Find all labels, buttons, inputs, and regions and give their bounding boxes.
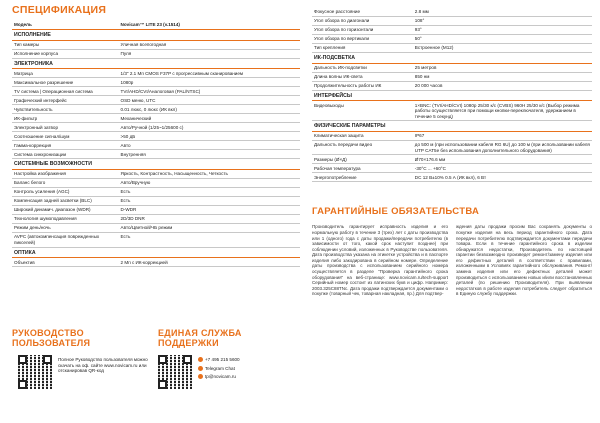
table-row [312, 44, 592, 53]
phone[interactable]: +7 495 215 5600 [205, 357, 240, 362]
section-header [12, 247, 300, 258]
spec-value: TVI/AHD/CVI/Аналоговая (PAL/NTSC) [119, 87, 300, 96]
table-row [12, 87, 300, 96]
spec-value: Внутренняя [119, 150, 300, 159]
table-row [12, 114, 300, 123]
email[interactable]: tp@novicam.ru [205, 374, 236, 380]
table-row [12, 123, 300, 132]
spec-value: D-WDR [119, 206, 300, 215]
spec-key: Длина волны ИК-света [312, 72, 413, 81]
email-icon [198, 374, 203, 379]
model-value: Novicam™ LITE 23 (v.1514) [119, 21, 300, 30]
spec-key: Контроль усиления (AGC) [12, 188, 119, 197]
spec-key: Климатическая защита [312, 131, 413, 140]
spec-column-left [12, 4, 300, 267]
spec-value: Есть [119, 233, 300, 247]
table-header-row [12, 21, 300, 30]
user-guide-block [12, 328, 152, 393]
table-row [12, 206, 300, 215]
spec-key: Дальность ИК-подсветки [312, 63, 413, 72]
spec-value: 1/3" 2.1 Мп CMOS F37P с прогрессивным сканированием [119, 69, 300, 78]
email-line [198, 374, 288, 380]
table-row [12, 215, 300, 224]
support-block [158, 328, 298, 393]
spec-key: Система синхронизации [12, 150, 119, 159]
table-row [12, 132, 300, 141]
spec-key: Максимальное разрешение [12, 78, 119, 87]
table-row [12, 258, 300, 267]
table-row [12, 150, 300, 159]
spec-key: Компенсация задней засветки (BLC) [12, 197, 119, 206]
spec-value: 850 нм [413, 72, 592, 81]
spec-value: Встроенное (M12) [413, 44, 592, 53]
section-header [312, 90, 592, 101]
table-row [12, 170, 300, 179]
spec-key: Баланс белого [12, 179, 119, 188]
spec-table-left [12, 21, 300, 267]
spec-value: Авто/Ручной (1/25~1/25600 с) [119, 123, 300, 132]
spec-value: OSD меню, UTC [119, 96, 300, 105]
spec-value: 93° [413, 26, 592, 35]
table-row [312, 131, 592, 140]
section-header [312, 53, 592, 64]
section-title: ФИЗИЧЕСКИЕ ПАРАМЕТРЫ [312, 121, 592, 132]
spec-key: Исполнение корпуса [12, 49, 119, 58]
spec-value: Механический [119, 114, 300, 123]
table-row [312, 26, 592, 35]
spec-value: 25 метров [413, 63, 592, 72]
spec-key: Продолжительность работы ИК [312, 81, 413, 90]
spec-value: Авто/Цветной/ЧБ режим [119, 224, 300, 233]
spec-value: Уличная всепогодная [119, 40, 300, 49]
model-key: Модель [12, 21, 119, 30]
spec-key: Графический интерфейс [12, 96, 119, 105]
section-title: СИСТЕМНЫЕ ВОЗМОЖНОСТИ [12, 159, 300, 170]
section-header [312, 121, 592, 132]
spec-value: 2D/3D DNR [119, 215, 300, 224]
support-title: ЕДИНАЯ СЛУЖБА ПОДДЕРЖКИ [158, 328, 242, 348]
spec-value: Авто [119, 141, 300, 150]
spec-key: Размеры (Ø×Д) [312, 155, 413, 164]
spec-key: TV система | Операционная система [12, 87, 119, 96]
table-row [12, 188, 300, 197]
spec-key: Режим день/ночь [12, 224, 119, 233]
spec-key: Матрица [12, 69, 119, 78]
table-row [12, 78, 300, 87]
spec-value: 1080p [119, 78, 300, 87]
spec-value: 20 000 часов [413, 81, 592, 90]
phone-icon [198, 357, 203, 362]
table-row [12, 40, 300, 49]
spec-key: Видеовыходы [312, 101, 413, 121]
spec-key: Чувствительность [12, 105, 119, 114]
spec-value: 1×BNC: (TVI/AHD/CVI) 1080p 25/30 к/с (CVBS) 960H 25/30 к/с (Выбор режима работы осуществляется при помощи кнопки-переключателя, удержанием в течение 5 секунд) [413, 101, 592, 121]
spec-value: -30°C ... +60°C [413, 164, 592, 173]
warranty-text-2: ждения даты продажи просим Вас сохранять документы о покупке изделия на весь период гарантийного срока. Дата передачи потребителю подтверждается документами передачи товара. Если в течение гарантийного срока в изделии обнаружатся недостатки, Производитель по настоящей гарантии безвозмездно произведет ремонт/замену изделия или его дефектных деталей в соответствии с правилами, изложенными в Условиях гарантийного обслуживания. Ремонт/замена изделия или его дефектных деталей может производиться с использованием новых и/или восстановленных деталей (по решению Производителя). При выявлении недостатков в работе изделия потребитель следует обратиться в Единую службу поддержки. [456, 224, 592, 297]
table-row [312, 17, 592, 26]
table-row [312, 72, 592, 81]
table-row [12, 96, 300, 105]
section-title: ИНТЕРФЕЙСЫ [312, 90, 592, 101]
table-row [12, 233, 300, 247]
table-row [312, 8, 592, 17]
spec-key: Объектив [12, 258, 119, 267]
section-title: ЭЛЕКТРОНИКА [12, 58, 300, 69]
table-row [12, 49, 300, 58]
spec-value: до 500 м (при использовании кабеля RG 6U) до 100 м (при использовании кабеля UTP CAT5e без использования дополнительного оборудования) [413, 140, 592, 154]
spec-key: Технология шумоподавления [12, 215, 119, 224]
table-row [12, 69, 300, 78]
spec-value: 2.8 мм [413, 8, 592, 17]
spec-value: 50° [413, 35, 592, 44]
spec-value: Яркость, Контрастность, Насыщенность, Четкость [119, 170, 300, 179]
table-row [12, 224, 300, 233]
spec-value: 0.01 люкс, 0 люкс (ИК вкл) [119, 105, 300, 114]
spec-column-right [312, 8, 592, 297]
spec-key: Угол обзора по вертикали [312, 35, 413, 44]
spec-key: Электронный затвор [12, 123, 119, 132]
spec-key: Рабочая температура [312, 164, 413, 173]
spec-value: IP67 [413, 131, 592, 140]
support-qr-code[interactable] [158, 355, 192, 389]
table-row [12, 105, 300, 114]
table-row [312, 164, 592, 173]
spec-key: Дальность передачи видео [312, 140, 413, 154]
table-row [312, 63, 592, 72]
spec-key: Настройка изображения [12, 170, 119, 179]
guide-qr-code[interactable] [18, 355, 52, 389]
section-title: ИК-ПОДСВЕТКА [312, 53, 592, 64]
spec-key: Гамма-коррекция [12, 141, 119, 150]
guide-text: Полное Руководство пользователя можно скачать на оф. сайте www.novicam.ru или отсканировав QR-код [58, 357, 148, 374]
table-row [312, 155, 592, 164]
section-header [12, 58, 300, 69]
telegram-icon [198, 366, 203, 371]
table-row [312, 101, 592, 121]
spec-value: DC 12 В±10% 0.5 А (ИК вкл), 6 Вт [413, 173, 592, 182]
spec-key: Тип крепления [312, 44, 413, 53]
table-row [12, 197, 300, 206]
section-header [12, 30, 300, 41]
spec-value: Авто/Вручную [119, 179, 300, 188]
spec-value: >50 дБ [119, 132, 300, 141]
spec-key: Широкий динамич. диапазон (WDR) [12, 206, 119, 215]
spec-value: Есть [119, 197, 300, 206]
table-row [12, 179, 300, 188]
spec-value: 108° [413, 17, 592, 26]
spec-key: Соотношение сигнал/шум [12, 132, 119, 141]
spec-value: Ø70×176.6 мм [413, 155, 592, 164]
section-title: ИСПОЛНЕНИЕ [12, 30, 300, 41]
phone-line [198, 357, 288, 363]
table-row [312, 35, 592, 44]
spec-value: Есть [119, 188, 300, 197]
spec-key: AVPC (автокомпенсация поврежденных пикселей) [12, 233, 119, 247]
spec-title: СПЕЦИФИКАЦИЯ [12, 4, 107, 16]
spec-key: Тип камеры [12, 40, 119, 49]
spec-key: Фокусное расстояние [312, 8, 413, 17]
guide-title: РУКОВОДСТВО ПОЛЬЗОВАТЕЛЯ [12, 328, 91, 348]
telegram-line [198, 366, 288, 372]
telegram[interactable]: Telegram Chat [205, 365, 235, 371]
spec-key: Угол обзора по диагонали [312, 17, 413, 26]
table-row [312, 140, 592, 154]
warranty-text-1: Производитель гарантирует исправность изделия и его нормальную работу в течение 3 (трех) лет с даты производства или 1 (одного) года с даты продажи/передачи потребителю (в зависимости от того, какой срок наступит позднее) при соблюдении условий, изложенных в Руководстве пользователя. Дата производства указана на этикетке устройства и в паспорте изделия либо закодирована в серийном номере. Определение даты производства с использованием серийного номера осуществляется в разделе "Проверка гарантийного срока оборудования" на веб-странице: www.novicam.ru/tech-support Серийный номер состоит из латинских букв и цифр. Например: 2003.325C88TNc. Дата продажи подтверждается документами о покупке (товарный чек, товарная накладная, пр.) Для подтвер- [312, 224, 448, 297]
spec-key: Энергопотребление [312, 173, 413, 182]
spec-key: ИК-фильтр [12, 114, 119, 123]
section-header [12, 159, 300, 170]
warranty-title: ГАРАНТИЙНЫЕ ОБЯЗАТЕЛЬСТВА [312, 206, 480, 218]
spec-value: 2 Мп с ИК-коррекцией [119, 258, 300, 267]
spec-key: Угол обзора по горизонтали [312, 26, 413, 35]
spec-table-right [312, 8, 592, 182]
table-row [312, 173, 592, 182]
section-title: ОПТИКА [12, 247, 300, 258]
table-row [12, 141, 300, 150]
table-row [312, 81, 592, 90]
spec-value: Пуля [119, 49, 300, 58]
